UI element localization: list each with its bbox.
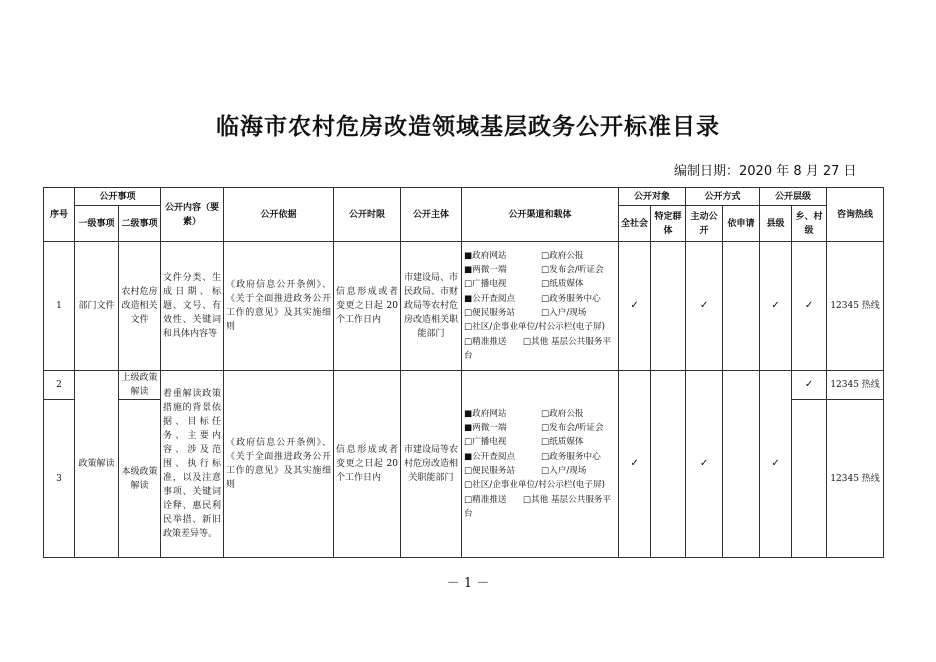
header-t-county: 县级 [760, 206, 792, 242]
header-method: 公开方式 [686, 188, 760, 206]
check-mark: ✓ [619, 371, 651, 558]
channel-list [462, 242, 619, 371]
row-basis: 《政府信息公开条例》、《关于全面推进政务公开工作的意见》及其实施细则 [224, 371, 334, 558]
table-row [44, 242, 884, 371]
row-level2: 农村危房改造相关文件 [119, 242, 161, 371]
row-level1: 部门文件 [75, 242, 119, 371]
row-seq: 3 [44, 400, 75, 558]
check-mark: ✓ [686, 371, 723, 558]
row-content: 文件分类、生成日期、标题、文号、有效性、关键词和具体内容等 [161, 242, 224, 371]
document-title: 临海市农村危房改造领域基层政务公开标准目录 [216, 113, 720, 140]
channel-line: ■政府网站 □政府公报 [464, 408, 584, 419]
check-mark: ✓ [619, 242, 651, 371]
header-audience: 公开对象 [619, 188, 686, 206]
header-content: 公开内容（要素） [161, 188, 224, 242]
row-seq: 2 [44, 371, 75, 400]
row-hotline: 12345 热线 [827, 400, 884, 558]
row-level2: 上级政策解读 [119, 371, 161, 400]
empty-cell [792, 400, 827, 558]
row-basis: 《政府信息公开条例》、《关于全面推进政务公开工作的意见》及其实施细则 [224, 242, 334, 371]
check-mark: ✓ [760, 242, 792, 371]
check-mark: ✓ [792, 242, 827, 371]
empty-cell [723, 371, 760, 558]
header-aud-all: 全社会 [619, 206, 651, 242]
check-mark: ✓ [792, 371, 827, 400]
channel-line: ■公开查阅点 □政务服务中心 [464, 451, 601, 462]
channel-list [462, 371, 619, 558]
channel-line: ■两微一端 □发布会/听证会 [464, 265, 604, 276]
check-mark: ✓ [760, 371, 792, 558]
header-t-township: 乡、村级 [792, 206, 827, 242]
row-hotline: 12345 热线 [827, 371, 884, 400]
channel-line: ■公开查阅点 □政务服务中心 [464, 293, 601, 304]
row-subject: 市建设局、市民政局、市财政局等农村危房改造相关职能部门 [401, 242, 462, 371]
header-channel: 公开渠道和载体 [462, 188, 619, 242]
channel-line: □广播电视 □纸质媒体 [464, 437, 584, 448]
header-subject: 公开主体 [401, 188, 462, 242]
channel-line: □便民服务站 □入户/现场 [464, 308, 587, 318]
check-mark: ✓ [686, 242, 723, 371]
header-m-request: 依申请 [723, 206, 760, 242]
channel-line: □便民服务站 □入户/现场 [464, 466, 587, 476]
header-level1: 一级事项 [75, 206, 119, 242]
channel-line: ■两微一端 □发布会/听证会 [464, 423, 604, 434]
channel-line: □社区/企事业单位/村公示栏(电子屏) [464, 322, 605, 333]
disclosure-table [43, 187, 884, 558]
row-level2: 本级政策解读 [119, 400, 161, 558]
header-items: 公开事项 [75, 188, 161, 206]
row-timing: 信息形成或者变更之日起 20 个工作日内 [334, 371, 401, 558]
table-row [44, 371, 884, 400]
channel-line: □广播电视 □纸质媒体 [464, 279, 584, 290]
empty-cell [651, 242, 686, 371]
header-m-active: 主动公开 [686, 206, 723, 242]
row-timing: 信息形成或者变更之日起 20 个工作日内 [334, 242, 401, 371]
header-level2: 二级事项 [119, 206, 161, 242]
empty-cell [723, 242, 760, 371]
row-hotline: 12345 热线 [827, 242, 884, 371]
empty-cell [651, 371, 686, 558]
header-basis: 公开依据 [224, 188, 334, 242]
header-tier: 公开层级 [760, 188, 827, 206]
channel-line: □社区/企事业单位/村公示栏(电子屏) [464, 480, 605, 491]
row-level1: 政策解读 [75, 371, 119, 558]
compile-date: 编制日期：2020 年 8 月 27 日 [674, 164, 857, 179]
row-seq: 1 [44, 242, 75, 371]
row-subject: 市建设局等农村危房改造相关职能部门 [401, 371, 462, 558]
header-seq: 序号 [44, 188, 75, 242]
channel-line: □精准推送 □其他 基层公共服务平台 [464, 494, 612, 519]
header-hotline: 咨询热线 [827, 188, 884, 242]
row-content: 着重解读政策措施的背景依据、目标任务、主要内容、涉及范围、执行标准，以及注意事项、关键词诠释、惠民利民举措、新旧政策差异等。 [161, 371, 224, 558]
header-aud-group: 特定群体 [651, 206, 686, 242]
channel-line: □精准推送 □其他 基层公共服务平台 [464, 336, 612, 361]
channel-line: ■政府网站 □政府公报 [464, 250, 584, 261]
page-number: － 1 － [446, 576, 490, 591]
header-timing: 公开时限 [334, 188, 401, 242]
